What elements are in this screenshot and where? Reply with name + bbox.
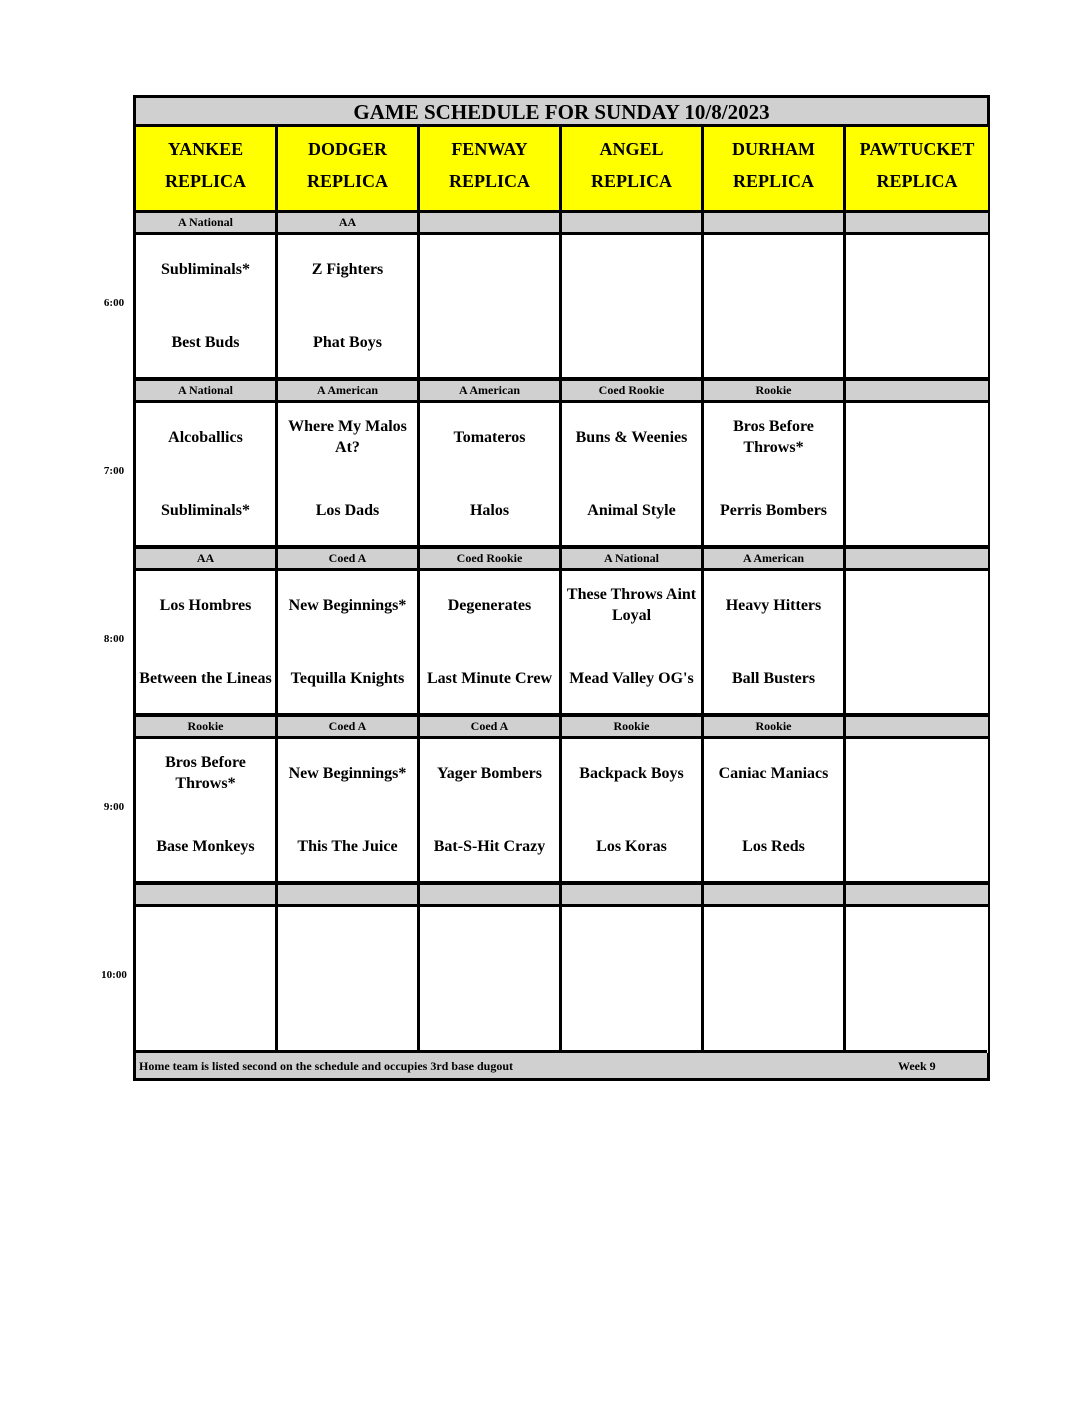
game-schedule-table [133, 95, 990, 1081]
home-team [564, 319, 699, 365]
away-team [848, 246, 986, 292]
home-team [848, 319, 986, 365]
away-team: Caniac Maniacs [718, 764, 829, 782]
home-team: Phat Boys [313, 333, 382, 351]
home-team: Base Monkeys [156, 837, 255, 855]
away-team [422, 918, 557, 964]
home-team [848, 487, 986, 533]
away-team: New Beginnings* [288, 764, 407, 782]
field-name: YANKEE [167, 139, 244, 159]
away-team [706, 246, 841, 292]
game-cell [704, 235, 846, 381]
game-cell [846, 403, 988, 549]
game-cell [846, 907, 988, 1053]
away-team [848, 750, 986, 796]
field-type: REPLICA [164, 171, 246, 191]
home-team [706, 319, 841, 365]
field-type: REPLICA [448, 171, 530, 191]
division-label [846, 885, 988, 907]
away-team [280, 918, 415, 964]
home-team: Best Buds [171, 333, 240, 351]
division-label [846, 717, 988, 739]
field-header-dodger [278, 127, 420, 213]
away-team: These Throws Aint Loyal [566, 586, 697, 624]
game-cell [846, 235, 988, 381]
time-label: 7:00 [103, 465, 125, 477]
game-cell [278, 739, 420, 885]
game-cell [278, 403, 420, 549]
field-header-fenway [420, 127, 562, 213]
game-cell [704, 739, 846, 885]
home-team: Tequilla Knights [290, 669, 405, 687]
away-team: Yager Bombers [436, 764, 543, 782]
game-cell [278, 571, 420, 717]
division-label [846, 549, 988, 571]
away-team: Degenerates [447, 596, 532, 614]
field-name: ANGEL [599, 139, 664, 159]
game-cell [704, 403, 846, 549]
home-team: Los Reds [742, 837, 805, 855]
field-header-yankee [136, 127, 278, 213]
game-cell [420, 571, 562, 717]
week-label: Week 9 [898, 1059, 936, 1073]
away-team: Backpack Boys [579, 764, 684, 782]
field-type: REPLICA [732, 171, 814, 191]
time-label: 8:00 [103, 633, 125, 645]
division-label: Rookie [562, 717, 704, 739]
home-team: Los Dads [315, 501, 380, 519]
time-label: 6:00 [103, 297, 125, 309]
division-label: A National [562, 549, 704, 571]
away-team [564, 246, 699, 292]
away-team: Heavy Hitters [725, 596, 822, 614]
game-cell [562, 739, 704, 885]
away-team: Bros Before Throws* [733, 418, 814, 456]
away-team: Where My Malos At? [288, 418, 407, 456]
game-cell [136, 571, 278, 717]
game-cell [136, 907, 278, 1053]
home-team [848, 991, 986, 1037]
home-team: Last Minute Crew [426, 669, 553, 687]
game-cell [278, 235, 420, 381]
division-label: Coed Rookie [562, 381, 704, 403]
field-header-angel [562, 127, 704, 213]
home-team [422, 991, 557, 1037]
game-cell [420, 235, 562, 381]
schedule-title: GAME SCHEDULE FOR SUNDAY 10/8/2023 [136, 98, 987, 127]
away-team [706, 918, 841, 964]
field-header-pawtucket [846, 127, 988, 213]
division-label [704, 885, 846, 907]
field-type: REPLICA [306, 171, 388, 191]
home-team [138, 991, 273, 1037]
away-team: Bros Before Throws* [165, 754, 246, 792]
division-label: A American [420, 381, 562, 403]
division-label: AA [278, 213, 420, 235]
home-team: Perris Bombers [719, 501, 828, 519]
away-team: New Beginnings* [288, 596, 407, 614]
away-team [564, 918, 699, 964]
division-label [278, 885, 420, 907]
division-label [846, 213, 988, 235]
division-label: Rookie [704, 717, 846, 739]
game-cell [846, 571, 988, 717]
away-team [848, 414, 986, 460]
home-team: This The Juice [297, 837, 398, 855]
division-label [704, 213, 846, 235]
home-team: Ball Busters [731, 669, 816, 687]
game-cell [562, 907, 704, 1053]
away-team: Alcoballics [168, 428, 243, 446]
away-team [848, 582, 986, 628]
game-cell [704, 907, 846, 1053]
game-cell [136, 403, 278, 549]
division-label: A National [136, 213, 278, 235]
home-team [422, 319, 557, 365]
division-label: Rookie [136, 717, 278, 739]
away-team: Z Fighters [311, 260, 384, 278]
away-team: Los Hombres [159, 596, 252, 614]
field-name: FENWAY [451, 139, 528, 159]
home-team [706, 991, 841, 1037]
field-name: DODGER [307, 139, 387, 159]
home-team-note: Home team is listed second on the schedule and occupies 3rd base dugout [139, 1059, 514, 1073]
away-team: Tomateros [453, 428, 526, 446]
division-label [846, 381, 988, 403]
division-label [420, 885, 562, 907]
division-label: Coed A [278, 717, 420, 739]
division-label: AA [136, 549, 278, 571]
game-cell [136, 739, 278, 885]
home-team: Halos [469, 501, 510, 519]
field-type: REPLICA [590, 171, 672, 191]
home-team: Subliminals* [161, 501, 250, 519]
field-name: PAWTUCKET [859, 139, 975, 159]
home-team: Between the Lineas [139, 669, 272, 687]
away-team [848, 918, 986, 964]
game-cell [136, 235, 278, 381]
game-cell [562, 403, 704, 549]
division-label: A National [136, 381, 278, 403]
division-label: Rookie [704, 381, 846, 403]
field-type: REPLICA [876, 171, 958, 191]
division-label: Coed A [278, 549, 420, 571]
division-label: A American [704, 549, 846, 571]
game-cell [420, 907, 562, 1053]
home-team [564, 991, 699, 1037]
field-name: DURHAM [732, 139, 815, 159]
time-label: 9:00 [103, 801, 125, 813]
division-label: Coed Rookie [420, 549, 562, 571]
home-team [280, 991, 415, 1037]
home-team: Bat-S-Hit Crazy [433, 837, 546, 855]
home-team: Los Koras [596, 837, 667, 855]
game-cell [420, 403, 562, 549]
home-team [848, 823, 986, 869]
home-team: Animal Style [587, 501, 676, 519]
time-label: 10:00 [101, 969, 127, 981]
division-label [420, 213, 562, 235]
game-cell [704, 571, 846, 717]
away-team [138, 918, 273, 964]
field-header-durham [704, 127, 846, 213]
game-cell [846, 739, 988, 885]
division-label: Coed A [420, 717, 562, 739]
away-team [422, 246, 557, 292]
game-cell [562, 235, 704, 381]
game-cell [562, 571, 704, 717]
home-team: Mead Valley OG's [569, 669, 694, 687]
division-label [136, 885, 278, 907]
game-cell [420, 739, 562, 885]
game-cell [278, 907, 420, 1053]
schedule-footer [136, 1050, 987, 1078]
division-label [562, 213, 704, 235]
away-team: Buns & Weenies [575, 428, 688, 446]
away-team: Subliminals* [161, 260, 250, 278]
home-team [848, 655, 986, 701]
division-label: A American [278, 381, 420, 403]
division-label [562, 885, 704, 907]
